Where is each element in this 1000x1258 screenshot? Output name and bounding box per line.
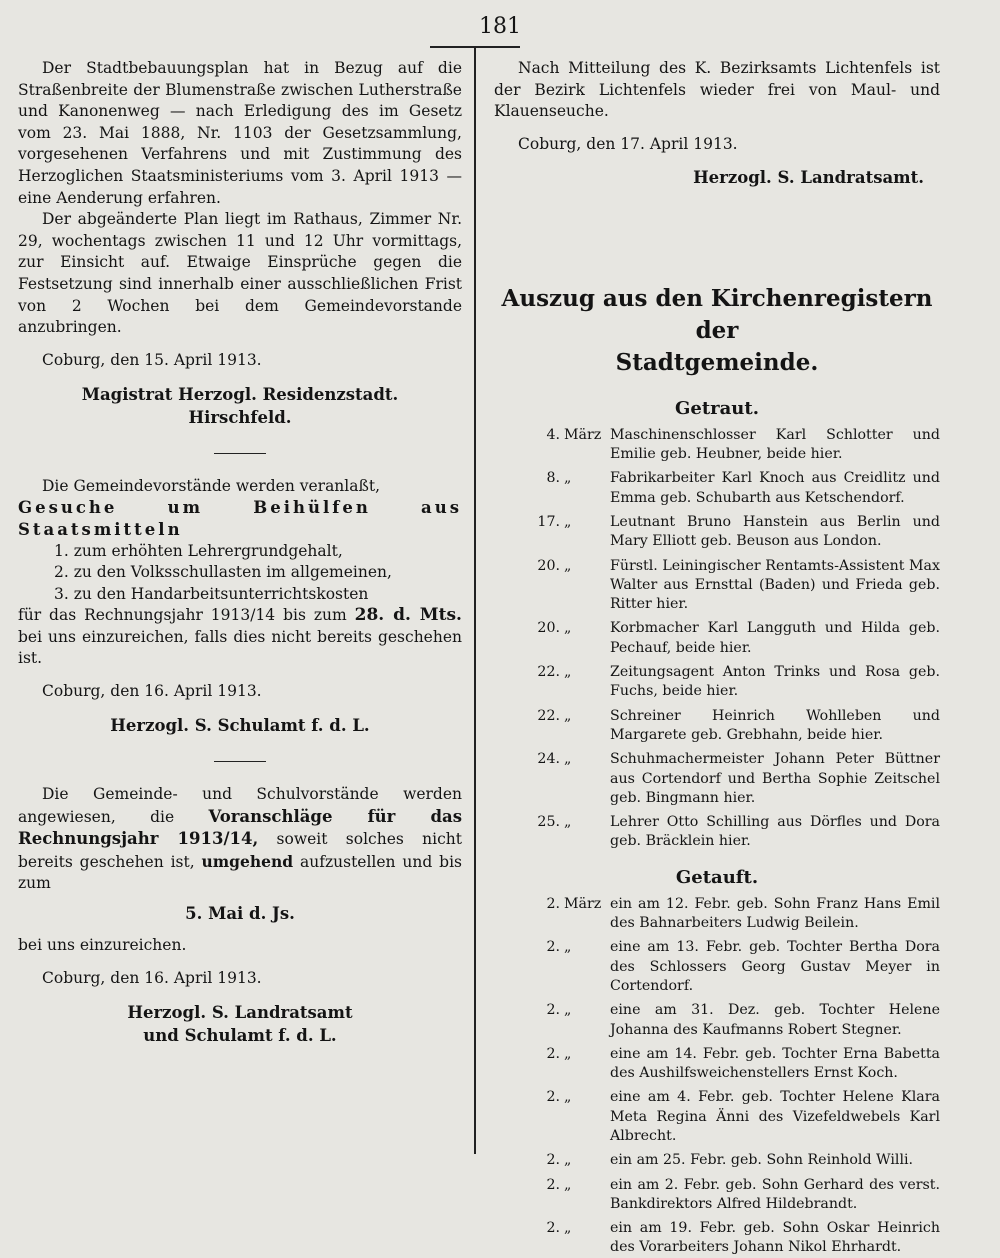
signature: Magistrat Herzogl. Residenzstadt.	[81, 384, 399, 404]
notice-text-part: soweit solches nicht bereits geschehen ist,	[18, 830, 462, 871]
notice-text-part: bei uns einzureichen, falls dies nicht bereits geschehen ist.	[18, 627, 462, 668]
notice-text-part: für das Rechnungsjahr 1913/14 bis zum	[18, 606, 347, 625]
entry-text: Fürstl. Leiningischer Rentamts-Assistent Max Walter aus Ernsttal (Baden) und Frieda geb. Ritter hier.	[610, 557, 940, 613]
register-entry	[494, 938, 940, 996]
entry-day: 24.	[537, 751, 560, 768]
entry-month: „	[564, 814, 572, 831]
street-plan-notice	[18, 58, 462, 429]
entry-day: 25.	[537, 814, 560, 831]
entry-month: „	[564, 620, 572, 637]
entry-day: 2.	[546, 1152, 560, 1169]
notice-intro: Die Gemeinde- und Schulvorstände werden angewiesen, die	[18, 785, 462, 826]
signature: Hirschfeld.	[188, 407, 292, 427]
baptized-heading: Getauft.	[675, 866, 759, 888]
entry-month: „	[564, 751, 572, 768]
entry-day: 22.	[537, 664, 560, 681]
dateline: Coburg, den 16. April 1913.	[42, 682, 262, 701]
entry-month: „	[564, 707, 572, 724]
notice-intro: Die Gemeindevorstände werden veranlaßt,	[42, 476, 380, 495]
deadline: 5. Mai d. Js.	[185, 904, 295, 924]
entry-month: „	[564, 1002, 572, 1019]
entry-day: 4.	[546, 426, 560, 443]
entry-day: 2.	[546, 1220, 560, 1237]
signature: Herzogl. S. Schulamt f. d. L.	[110, 716, 370, 736]
register-entry	[494, 1045, 940, 1084]
section-title: Stadtgemeinde.	[615, 348, 819, 376]
register-entry	[494, 426, 940, 465]
left-column	[18, 58, 462, 1047]
right-column	[494, 58, 940, 1258]
register-entry	[494, 1151, 940, 1170]
entry-day: 2.	[546, 1002, 560, 1019]
notice-closing: bei uns einzureichen.	[18, 936, 187, 955]
list-item: 3. zu den Handarbeitsunterrichtskosten	[54, 584, 369, 603]
register-entry	[494, 619, 940, 658]
entry-text: ein am 19. Febr. geb. Sohn Oskar Heinrich des Vorarbeiters Johann Nikol Ehrhardt.	[610, 1220, 940, 1256]
register-entry	[494, 707, 940, 746]
entry-text: Schreiner Heinrich Wohlleben und Margarete geb. Grebhahn, beide hier.	[610, 707, 940, 743]
register-entry	[494, 750, 940, 808]
entry-month: „	[564, 1220, 572, 1237]
dateline: Coburg, den 16. April 1913.	[42, 968, 262, 987]
entry-month: „	[564, 470, 572, 487]
entry-day: 22.	[537, 707, 560, 724]
register-entry	[494, 513, 940, 552]
register-entry	[494, 1219, 940, 1258]
entry-text: eine am 4. Febr. geb. Tochter Helene Klara Meta Regina Änni des Vizefeldwebels Karl Albrecht.	[610, 1089, 940, 1144]
page-number: 181	[479, 14, 521, 39]
signature: und Schulamt f. d. L.	[143, 1025, 337, 1045]
entry-month: „	[564, 513, 572, 530]
separator-rule	[214, 761, 266, 762]
entry-text: Leutnant Bruno Hanstein aus Berlin und Mary Elliott geb. Beuson aus London.	[610, 513, 940, 550]
deadline: 28. d. Mts.	[354, 605, 462, 626]
entry-month: „	[564, 1152, 572, 1169]
list-item: 2. zu den Volksschullasten im allgemeinen,	[54, 563, 392, 582]
signature: Herzogl. S. Landratsamt	[127, 1002, 353, 1022]
entry-day: 20.	[537, 620, 560, 637]
entry-month: „	[564, 557, 572, 574]
entry-day: 2.	[546, 1176, 560, 1193]
urgent-word: umgehend	[201, 851, 294, 871]
entry-day: 2.	[546, 1089, 560, 1106]
notice-headline: Gesuche um Beihülfen aus Staatsmitteln	[18, 498, 462, 539]
notice-text	[18, 605, 462, 670]
entry-text: Lehrer Otto Schilling aus Dörfles und Dora geb. Bräcklein hier.	[610, 814, 940, 850]
entry-day: 17.	[537, 513, 560, 530]
signature: Herzogl. S. Landratsamt.	[693, 167, 924, 187]
entry-text: eine am 14. Febr. geb. Tochter Erna Babetta des Aushilfsweichenstellers Ernst Koch.	[610, 1045, 940, 1082]
entry-month: „	[564, 1176, 572, 1193]
baptized-list	[494, 895, 940, 1258]
dateline: Coburg, den 15. April 1913.	[42, 350, 262, 369]
epidemic-notice	[494, 58, 940, 189]
entry-text: eine am 13. Febr. geb. Tochter Bertha Dora des Schlossers Georg Gustav Meyer in Cortendorf.	[610, 939, 940, 994]
register-entry	[494, 1088, 940, 1146]
register-entry	[494, 1176, 940, 1215]
entry-month: März	[564, 426, 602, 443]
register-entry	[494, 895, 940, 934]
entry-month: „	[564, 1045, 572, 1062]
entry-day: 2.	[546, 895, 560, 912]
list-item: 1. zum erhöhten Lehrergrundgehalt,	[54, 541, 343, 560]
register-entry	[494, 813, 940, 852]
grant-notice	[18, 476, 462, 737]
entry-month: „	[564, 664, 572, 681]
notice-text: Nach Mitteilung des K. Bezirksamts Lichtenfels ist der Bezirk Lichtenfels wieder frei von Maul- und Klauenseuche.	[494, 59, 940, 121]
separator-rule	[214, 453, 266, 454]
entry-text: ein am 12. Febr. geb. Sohn Franz Hans Emil des Bahnarbeiters Ludwig Beilein.	[610, 895, 940, 932]
entry-text: Maschinenschlosser Karl Schlotter und Emilie geb. Heubner, beide hier.	[610, 426, 940, 463]
married-list	[494, 426, 940, 852]
entry-day: 8.	[546, 470, 560, 487]
church-register	[494, 283, 940, 1258]
entry-day: 2.	[546, 1045, 560, 1062]
entry-month: „	[564, 939, 572, 956]
register-entry	[494, 1001, 940, 1040]
entry-text: Korbmacher Karl Langguth und Hilda geb. Pechauf, beide hier.	[610, 620, 940, 656]
register-entry	[494, 557, 940, 615]
entry-day: 2.	[546, 939, 560, 956]
married-heading: Getraut.	[675, 397, 759, 419]
budget-notice	[18, 784, 462, 1047]
entry-text: ein am 25. Febr. geb. Sohn Reinhold Willi.	[610, 1152, 914, 1169]
register-entry	[494, 469, 940, 508]
entry-text: Schuhmachermeister Johann Peter Büttner aus Cortendorf und Bertha Sophie Zeitschel geb. Bingmann hier.	[610, 751, 940, 806]
notice-text	[18, 784, 462, 895]
entry-text: ein am 2. Febr. geb. Sohn Gerhard des verst. Bankdirektors Alfred Hildebrandt.	[610, 1176, 940, 1212]
section-title: Auszug aus den Kirchenregistern der	[501, 284, 933, 344]
notice-paragraph: Der abgeänderte Plan liegt im Rathaus, Zimmer Nr. 29, wochentags zwischen 11 und 12 Uhr vormittags, zur Einsicht auf. Etwaige Einsprüche gegen die Festsetzung sind innerhalb einer ausschließlichen Frist von 2 Wochen bei dem Gemeindevorstande anzubringen.	[18, 210, 462, 337]
column-divider	[474, 46, 476, 1154]
entry-month: März	[564, 895, 602, 912]
entry-month: „	[564, 1089, 572, 1106]
notice-headline: Voranschläge für das Rechnungsjahr 1913/14,	[18, 806, 462, 849]
entry-day: 20.	[537, 557, 560, 574]
notice-text-part: aufzustellen und bis zum	[18, 852, 462, 893]
entry-text: Fabrikarbeiter Karl Knoch aus Creidlitz und Emma geb. Schubarth aus Ketschendorf.	[610, 470, 940, 506]
entry-text: Zeitungsagent Anton Trinks und Rosa geb. Fuchs, beide hier.	[610, 664, 940, 700]
dateline: Coburg, den 17. April 1913.	[518, 134, 738, 153]
entry-text: eine am 31. Dez. geb. Tochter Helene Johanna des Kaufmanns Robert Stegner.	[610, 1002, 940, 1038]
notice-paragraph: Der Stadtbebauungsplan hat in Bezug auf die Straßenbreite der Blumenstraße zwischen Lutherstraße und Kanonenweg — nach Erledigung des im Gesetz vom 23. Mai 1888, Nr. 1103 der Gesetzsammlung, vorgesehenen Verfahrens und mit Zustimmung des Herzoglichen Staatsministeriums vom 3. April 1913 — eine Aenderung erfahren.	[18, 59, 462, 207]
register-entry	[494, 663, 940, 702]
